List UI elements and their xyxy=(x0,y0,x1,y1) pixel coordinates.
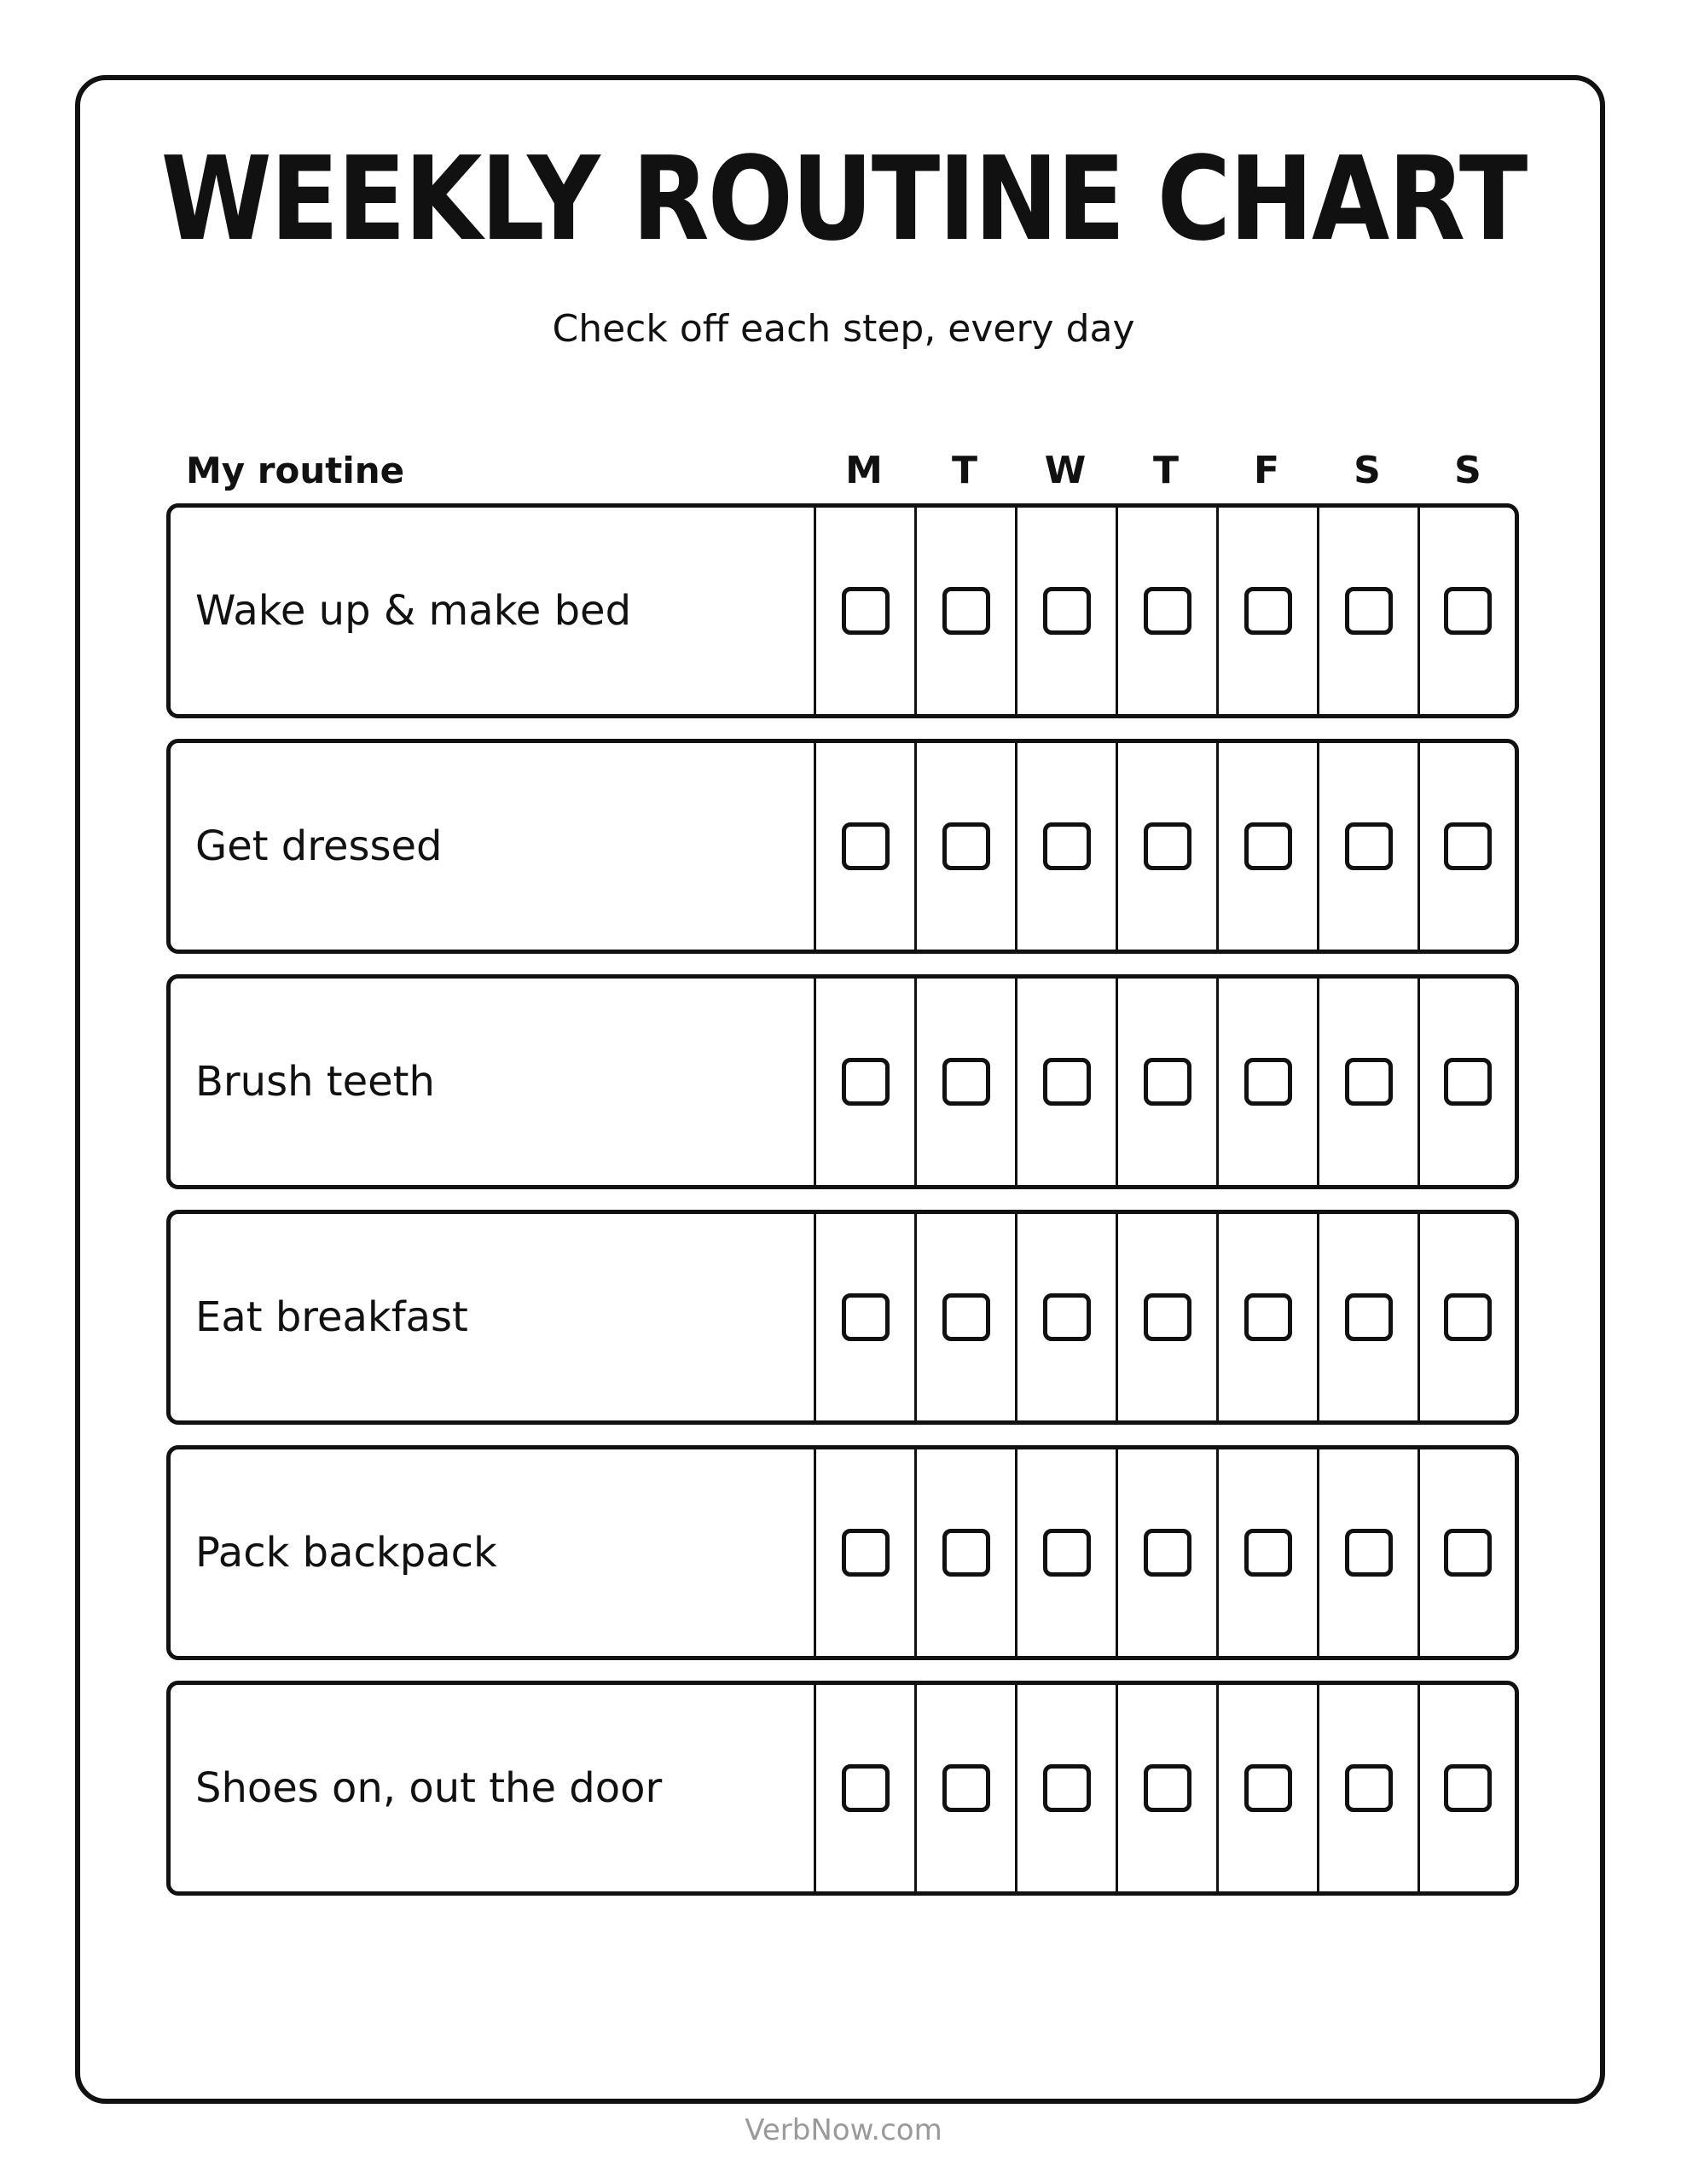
checkbox-tuesday[interactable] xyxy=(942,1293,990,1341)
checkbox-wednesday[interactable] xyxy=(1043,587,1091,635)
day-header-saturday: S xyxy=(1354,449,1381,492)
task-label: Wake up & make bed xyxy=(171,508,816,714)
routine-row xyxy=(166,1210,1519,1425)
day-cell xyxy=(1118,979,1219,1185)
day-header-monday: M xyxy=(845,449,883,492)
day-cell xyxy=(816,1449,917,1656)
checkbox-thursday[interactable] xyxy=(1144,1529,1191,1577)
checkbox-saturday[interactable] xyxy=(1345,822,1393,870)
day-cell xyxy=(1118,1685,1219,1891)
day-cell xyxy=(1319,1685,1420,1891)
day-header-friday: F xyxy=(1253,449,1280,492)
checkbox-thursday[interactable] xyxy=(1144,1764,1191,1812)
day-header-tuesday: T xyxy=(951,449,977,492)
checkbox-friday[interactable] xyxy=(1244,1293,1292,1341)
day-cell xyxy=(917,1449,1017,1656)
day-header-sunday: S xyxy=(1454,449,1481,492)
day-cell xyxy=(1017,1685,1118,1891)
day-cell xyxy=(1420,1449,1515,1656)
day-cell xyxy=(1017,743,1118,950)
day-cell xyxy=(917,508,1017,714)
checkbox-saturday[interactable] xyxy=(1345,1764,1393,1812)
routine-row xyxy=(166,974,1519,1189)
day-cell xyxy=(1420,979,1515,1185)
day-cell xyxy=(917,743,1017,950)
day-cell xyxy=(1017,979,1118,1185)
checkbox-sunday[interactable] xyxy=(1444,1529,1492,1577)
checkbox-friday[interactable] xyxy=(1244,1529,1292,1577)
checkbox-thursday[interactable] xyxy=(1144,822,1191,870)
day-cell xyxy=(1319,1449,1420,1656)
day-cell xyxy=(1420,508,1515,714)
checkbox-sunday[interactable] xyxy=(1444,1764,1492,1812)
day-cell xyxy=(1219,743,1319,950)
checkbox-tuesday[interactable] xyxy=(942,1058,990,1106)
checkbox-friday[interactable] xyxy=(1244,1764,1292,1812)
checkbox-thursday[interactable] xyxy=(1144,587,1191,635)
task-label: Pack backpack xyxy=(171,1449,816,1656)
checkbox-friday[interactable] xyxy=(1244,587,1292,635)
checkbox-monday[interactable] xyxy=(842,1764,890,1812)
day-cell xyxy=(1017,1449,1118,1656)
day-cell xyxy=(1319,508,1420,714)
checkbox-wednesday[interactable] xyxy=(1043,1529,1091,1577)
day-cell xyxy=(917,979,1017,1185)
checkbox-saturday[interactable] xyxy=(1345,587,1393,635)
checkbox-friday[interactable] xyxy=(1244,1058,1292,1106)
checkbox-tuesday[interactable] xyxy=(942,587,990,635)
checkbox-sunday[interactable] xyxy=(1444,1293,1492,1341)
page-title: WEEKLY ROUTINE CHART xyxy=(160,131,1527,267)
table-header xyxy=(0,447,1687,495)
task-label: Brush teeth xyxy=(171,979,816,1185)
day-cell xyxy=(1118,743,1219,950)
routine-row xyxy=(166,1681,1519,1896)
day-cell xyxy=(1118,1214,1219,1420)
task-label: Get dressed xyxy=(171,743,816,950)
checkbox-monday[interactable] xyxy=(842,587,890,635)
day-cell xyxy=(816,743,917,950)
checkbox-saturday[interactable] xyxy=(1345,1058,1393,1106)
checkbox-wednesday[interactable] xyxy=(1043,1058,1091,1106)
checkbox-monday[interactable] xyxy=(842,822,890,870)
checkbox-saturday[interactable] xyxy=(1345,1529,1393,1577)
checkbox-friday[interactable] xyxy=(1244,822,1292,870)
day-cell xyxy=(1118,508,1219,714)
page-subtitle: Check off each step, every day xyxy=(552,307,1135,351)
day-cell xyxy=(816,979,917,1185)
day-cell xyxy=(1319,743,1420,950)
day-cell xyxy=(1017,1214,1118,1420)
day-cell xyxy=(1219,508,1319,714)
checkbox-thursday[interactable] xyxy=(1144,1293,1191,1341)
day-cell xyxy=(1118,1449,1219,1656)
day-header-wednesday: W xyxy=(1044,449,1087,492)
day-cell xyxy=(816,1214,917,1420)
day-cell xyxy=(1219,1449,1319,1656)
task-label: Eat breakfast xyxy=(171,1214,816,1420)
day-cell xyxy=(816,508,917,714)
day-cell xyxy=(1420,1685,1515,1891)
routine-row xyxy=(166,1445,1519,1660)
task-label: Shoes on, out the door xyxy=(171,1685,816,1891)
checkbox-thursday[interactable] xyxy=(1144,1058,1191,1106)
checkbox-monday[interactable] xyxy=(842,1293,890,1341)
routine-row xyxy=(166,739,1519,954)
checkbox-monday[interactable] xyxy=(842,1529,890,1577)
checkbox-sunday[interactable] xyxy=(1444,822,1492,870)
day-cell xyxy=(816,1685,917,1891)
routine-column-header: My routine xyxy=(186,450,405,491)
checkbox-sunday[interactable] xyxy=(1444,1058,1492,1106)
checkbox-tuesday[interactable] xyxy=(942,1529,990,1577)
routine-table xyxy=(166,503,1519,1916)
checkbox-wednesday[interactable] xyxy=(1043,822,1091,870)
checkbox-tuesday[interactable] xyxy=(942,822,990,870)
day-cell xyxy=(1219,979,1319,1185)
routine-row xyxy=(166,503,1519,718)
watermark: VerbNow.com xyxy=(745,2113,942,2147)
day-cell xyxy=(1219,1214,1319,1420)
checkbox-sunday[interactable] xyxy=(1444,587,1492,635)
checkbox-wednesday[interactable] xyxy=(1043,1764,1091,1812)
checkbox-tuesday[interactable] xyxy=(942,1764,990,1812)
checkbox-saturday[interactable] xyxy=(1345,1293,1393,1341)
day-cell xyxy=(1420,743,1515,950)
day-header-thursday: T xyxy=(1152,449,1179,492)
day-cell xyxy=(1017,508,1118,714)
day-cell xyxy=(1219,1685,1319,1891)
checkbox-wednesday[interactable] xyxy=(1043,1293,1091,1341)
day-cell xyxy=(1319,979,1420,1185)
day-cell xyxy=(917,1214,1017,1420)
day-cell xyxy=(917,1685,1017,1891)
checkbox-monday[interactable] xyxy=(842,1058,890,1106)
day-cell xyxy=(1319,1214,1420,1420)
day-cell xyxy=(1420,1214,1515,1420)
